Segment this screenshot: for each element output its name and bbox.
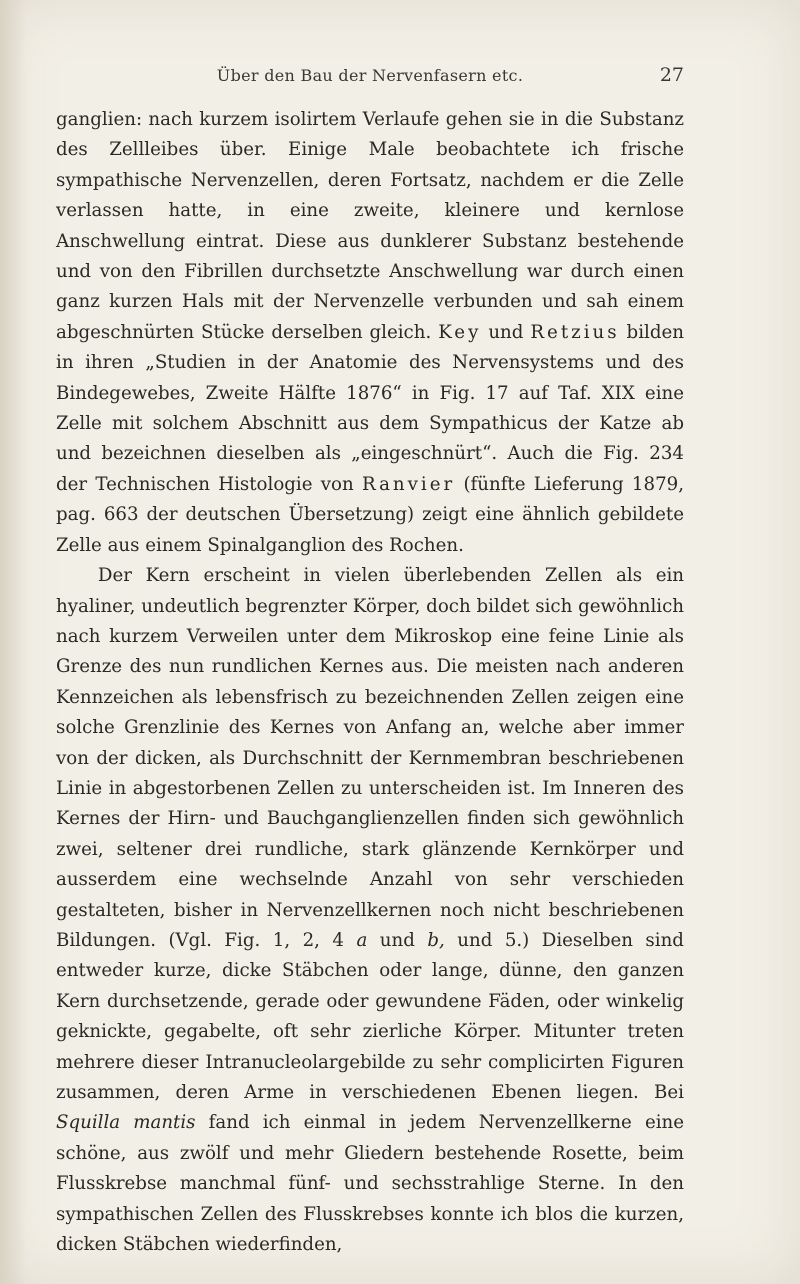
paragraph-2: [56, 561, 684, 1260]
species-name: Squilla mantis: [56, 1112, 196, 1134]
author-ranvier: Ranvier: [361, 473, 456, 495]
figure-ref-b: b,: [427, 929, 445, 951]
paragraph-2-text-d: fand ich einmal in jedem Nervenzellkerne eine schöne, aus zwölf und mehr Gliedern bestehende Rosette, beim Flusskrebse manchmal fünf- und sechsstrahlige Sterne. In den sympathischen Zellen des Flusskrebses konnte ich blos die kurzen, dicken Stäbchen wiederfinden,: [56, 1112, 684, 1256]
paragraph-2-text-c: und 5.) Dieselben sind entweder kurze, dicke Stäbchen oder lange, dünne, den ganzen Kern durchsetzende, gerade oder gewundene Fäden, oder winkelig geknickte, gegabelte, oft sehr zierliche Körper. Mitunter treten mehrere dieser Intranucleolargebilde zu sehr complicirten Figuren zusammen, deren Arme in verschiedenen Ebenen liegen. Bei: [56, 929, 684, 1103]
author-retzius: Retzius: [530, 321, 620, 343]
paragraph-1: [56, 105, 684, 561]
paragraph-1-text-a: ganglien: nach kurzem isolirtem Verlaufe gehen sie in die Substanz des Zellleibes über. Einige Male beobachtete ich frische sympathische Nervenzellen, deren Fortsatz, nachdem er die Zelle verlassen hatte, in eine zweite, kleinere und kernlose Anschwellung eintrat. Diese aus dunklerer Substanz bestehende und von den Fibrillen durchsetzte Anschwellung war durch einen ganz kurzen Hals mit der Nervenzelle verbunden und sah einem abgeschnürten Stücke derselben gleich.: [56, 109, 684, 343]
page-number: 27: [659, 64, 684, 86]
paragraph-2-text-a: Der Kern erscheint in vielen überlebenden Zellen als ein hyaliner, undeutlich begrenzter Körper, doch bildet sich gewöhnlich nach kurzem Verweilen unter dem Mikroskop eine feine Linie als Grenze des nun rundlichen Kernes aus. Die meisten nach anderen Kennzeichen als lebensfrisch zu bezeichnenden Zellen zeigen eine solche Grenzlinie des Kernes von Anfang an, welche aber immer von der dicken, als Durchschnitt der Kernmembran beschriebenen Linie in abgestorbenen Zellen zu unterscheiden ist. Im Inneren des Kernes der Hirn- und Bauchganglienzellen finden sich gewöhnlich zwei, seltener drei rundliche, stark glänzende Kernkörper und ausserdem eine wechselnde Anzahl von sehr verschieden gestalteten, bisher in Nervenzellkernen noch nicht beschriebenen Bildungen. (Vgl. Fig. 1, 2, 4: [56, 565, 684, 951]
paragraph-1-text-d: (fünfte Lieferung 1879, pag. 663 der deutschen Übersetzung) zeigt eine ähnlich gebildete Zelle aus einem Spinalganglion des Rochen.: [56, 473, 684, 556]
paragraph-1-text-c: bilden in ihren „Studien in der Anatomie des Nervensystems und des Bindegewebes, Zweite Hälfte 1876“ in Fig. 17 auf Taf. XIX eine Zelle mit solchem Abschnitt aus dem Sympathicus der Katze ab und bezeichnen dieselben als „eingeschnürt“. Auch die Fig. 234 der Technischen Histologie von: [56, 321, 684, 495]
author-key: Key: [438, 321, 482, 343]
body-text: [56, 105, 684, 1260]
page-header: [56, 62, 684, 92]
figure-ref-a: a: [356, 929, 368, 951]
paragraph-2-text-b: und: [379, 929, 415, 951]
page-gutter-shadow: [0, 0, 26, 1284]
paragraph-1-text-b: und: [488, 321, 524, 343]
running-title: Über den Bau der Nervenfasern etc.: [216, 66, 524, 85]
